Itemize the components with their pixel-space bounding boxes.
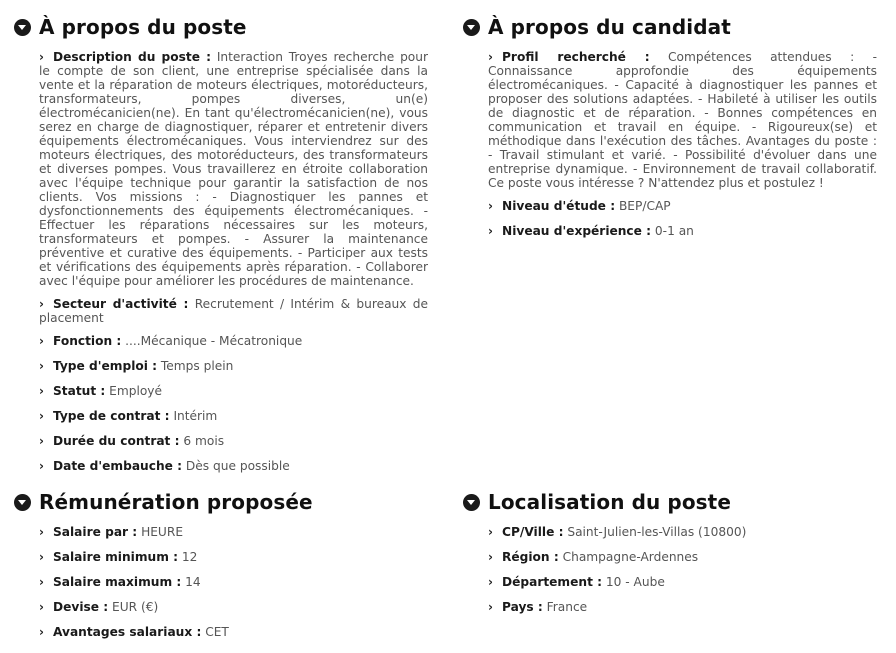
detail-item-profile: [488, 50, 877, 190]
chevron-right-icon: ›: [39, 384, 44, 398]
detail-value: 10 - Aube: [605, 575, 665, 589]
chevron-right-icon: ›: [488, 50, 493, 64]
detail-value: Champagne-Ardennes: [562, 550, 699, 564]
detail-label: Profil recherché :: [502, 50, 650, 64]
section-header-about-job[interactable]: [14, 14, 428, 40]
detail-value: Dès que possible: [185, 459, 290, 473]
detail-item-department: [488, 575, 877, 589]
detail-value: 6 mois: [183, 434, 225, 448]
detail-item-employment-type: [39, 359, 428, 373]
detail-item-hire-date: [39, 459, 428, 473]
detail-label: Niveau d'expérience :: [502, 224, 652, 238]
chevron-right-icon: ›: [488, 575, 493, 589]
detail-label: Pays :: [502, 600, 543, 614]
section-location: [463, 489, 877, 625]
detail-value: HEURE: [141, 525, 184, 539]
detail-label: Type de contrat :: [53, 409, 170, 423]
detail-label: Secteur d'activité :: [53, 297, 189, 311]
detail-label: Type d'emploi :: [53, 359, 158, 373]
detail-value: 12: [181, 550, 198, 564]
section-header-salary[interactable]: [14, 489, 428, 515]
detail-label: Durée du contrat :: [53, 434, 180, 448]
chevron-down-icon[interactable]: [14, 19, 31, 36]
chevron-right-icon: ›: [39, 625, 44, 639]
section-title: Rémunération proposée: [39, 490, 313, 514]
chevron-right-icon: ›: [488, 525, 493, 539]
detail-label: Département :: [502, 575, 603, 589]
chevron-right-icon: ›: [39, 434, 44, 448]
detail-item-region: [488, 550, 877, 564]
chevron-right-icon: ›: [488, 600, 493, 614]
section-about-job: [14, 14, 428, 484]
detail-list: [463, 50, 877, 238]
detail-label: Salaire par :: [53, 525, 138, 539]
detail-value: BEP/CAP: [618, 199, 671, 213]
chevron-down-icon[interactable]: [14, 494, 31, 511]
section-header-about-candidate[interactable]: [463, 14, 877, 40]
detail-value: CET: [205, 625, 229, 639]
section-about-candidate: [463, 14, 877, 249]
detail-item-function: [39, 334, 428, 348]
detail-label: Fonction :: [53, 334, 122, 348]
detail-value: France: [546, 600, 588, 614]
detail-item-contract-type: [39, 409, 428, 423]
detail-item-salary-per: [39, 525, 428, 539]
detail-item-description: [39, 50, 428, 288]
detail-label: Salaire minimum :: [53, 550, 179, 564]
detail-label: Description du poste :: [53, 50, 212, 64]
detail-list: [14, 50, 428, 473]
detail-label: Devise :: [53, 600, 109, 614]
detail-label: Date d'embauche :: [53, 459, 183, 473]
detail-item-benefits: [39, 625, 428, 639]
detail-label: Niveau d'étude :: [502, 199, 616, 213]
detail-item-salary-max: [39, 575, 428, 589]
chevron-right-icon: ›: [39, 409, 44, 423]
detail-item-contract-duration: [39, 434, 428, 448]
section-title: À propos du candidat: [488, 15, 731, 39]
chevron-right-icon: ›: [488, 199, 493, 213]
chevron-right-icon: ›: [39, 525, 44, 539]
detail-label: Région :: [502, 550, 559, 564]
section-salary: [14, 489, 428, 650]
detail-value: Temps plein: [160, 359, 234, 373]
detail-item-currency: [39, 600, 428, 614]
detail-item-city: [488, 525, 877, 539]
section-title: À propos du poste: [39, 15, 247, 39]
chevron-right-icon: ›: [39, 50, 44, 64]
chevron-right-icon: ›: [39, 575, 44, 589]
detail-value: Interaction Troyes recherche pour le compte de son client, une entreprise spécialisée dans la vente et la réparation de moteurs électriques, motoréducteurs, transformateurs, pompes diverses, un(e) électromécanicien(ne). En tant qu'électromécanicien(ne), vous serez en charge de diagnostiquer, réparer et entretenir divers équipements électromécaniques. Vous interviendrez sur des moteurs électriques, des motoréducteurs, des transformateurs et diverses pompes. Vous travaillerez en étroite collaboration avec l'équipe technique pour garantir la satisfaction de nos clients. Vos missions : - Diagnostiquer les pannes et dysfonctionnements des équipements électromécaniques. - Effectuer les réparations nécessaires sur les moteurs, transformateurs et pompes. - Assurer la maintenance préventive et curative des équipements. - Participer aux tests et vérifications des équipements après réparation. - Collaborer avec l'équipe pour améliorer les procédures de maintenance.: [39, 50, 428, 288]
detail-item-status: [39, 384, 428, 398]
chevron-right-icon: ›: [39, 359, 44, 373]
detail-value: Compétences attendues : - Connaissance approfondie des équipements électromécaniques. - Capacité à diagnostiquer les pannes et proposer des solutions adaptées. - Habileté à utiliser les outils de diagnostic et de réparation. - Bonnes compétences en communication et travail en équipe. - Rigoureux(se) et méthodique dans l'exécution des tâches. Avantages du poste : - Travail stimulant et varié. - Possibilité d'évoluer dans une entreprise dynamique. - Environnement de travail collaboratif. Ce poste vous intéresse ? N'attendez plus et postulez !: [488, 50, 878, 190]
detail-value: Recrutement / Intérim & bureaux de placement: [39, 297, 429, 325]
detail-label: Avantages salariaux :: [53, 625, 202, 639]
chevron-right-icon: ›: [39, 459, 44, 473]
detail-label: Salaire maximum :: [53, 575, 182, 589]
chevron-down-icon[interactable]: [463, 494, 480, 511]
detail-label: Statut :: [53, 384, 106, 398]
chevron-down-icon[interactable]: [463, 19, 480, 36]
chevron-right-icon: ›: [39, 550, 44, 564]
chevron-right-icon: ›: [39, 600, 44, 614]
detail-list: [14, 525, 428, 639]
detail-value: Intérim: [173, 409, 218, 423]
detail-list: [463, 525, 877, 614]
detail-value: EUR (€): [112, 600, 159, 614]
detail-item-education: [488, 199, 877, 213]
chevron-right-icon: ›: [488, 550, 493, 564]
chevron-right-icon: ›: [39, 297, 44, 311]
detail-value: ....Mécanique - Mécatronique: [125, 334, 303, 348]
detail-value: 14: [185, 575, 201, 589]
section-header-location[interactable]: [463, 489, 877, 515]
detail-value: Saint-Julien-les-Villas (10800): [567, 525, 747, 539]
chevron-right-icon: ›: [488, 224, 493, 238]
detail-item-sector: [39, 297, 428, 325]
detail-item-country: [488, 600, 877, 614]
detail-item-experience: [488, 224, 877, 238]
section-title: Localisation du poste: [488, 490, 732, 514]
chevron-right-icon: ›: [39, 334, 44, 348]
detail-value: Employé: [109, 384, 163, 398]
detail-value: 0-1 an: [654, 224, 694, 238]
detail-label: CP/Ville :: [502, 525, 564, 539]
detail-item-salary-min: [39, 550, 428, 564]
